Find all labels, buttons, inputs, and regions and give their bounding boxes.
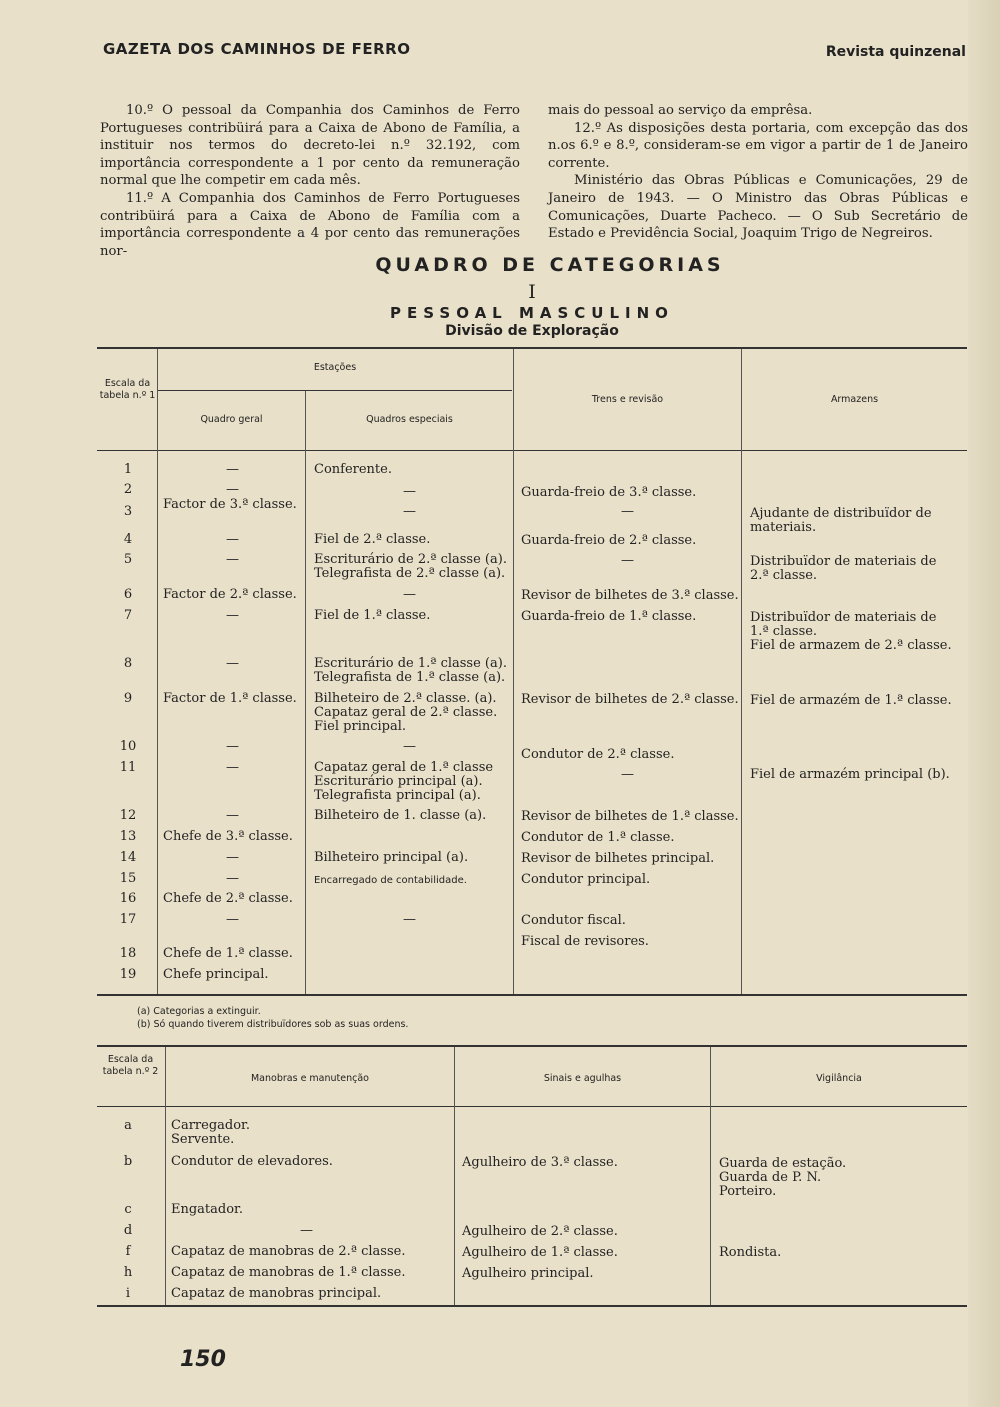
table-title: QUADRO DE CATEGORIAS [375, 254, 725, 276]
quadro-geral-cell: — [226, 656, 239, 671]
table1-top-rule [97, 347, 967, 349]
sinais-cell: Agulheiro de 2.ª classe. [462, 1224, 618, 1239]
scale-letter: d [123, 1223, 133, 1238]
quadro-geral-cell: Chefe principal. [163, 967, 269, 982]
scale-number: 19 [119, 967, 137, 982]
scale-number: 17 [119, 912, 137, 927]
quadro-geral-cell: Factor de 2.ª classe. [163, 587, 297, 602]
manobras-cell: — [300, 1223, 313, 1238]
scale-number: 6 [123, 587, 133, 602]
division-title: Divisão de Exploração [445, 323, 619, 339]
page-number: 150 [180, 1347, 226, 1372]
quadro-geral-cell: Chefe de 3.ª classe. [163, 829, 293, 844]
quadros-especiais-cell: Fiel de 1.ª classe. [314, 608, 431, 623]
vigilancia-header: Vigilância [816, 1073, 862, 1084]
quadro-geral-cell: Factor de 3.ª classe. [163, 497, 297, 512]
scale-number: 11 [119, 760, 137, 775]
trens-cell: Condutor de 2.ª classe. [521, 747, 675, 762]
quadro-geral-cell: — [226, 760, 239, 775]
table2-col-divider [454, 1047, 455, 1305]
quadros-especiais-cell: Bilheteiro principal (a). [314, 850, 469, 865]
quadros-especiais-cell: Bilheteiro de 2.ª classe. (a). Capataz geral de 2.ª classe. Fiel principal. [314, 691, 498, 734]
trens-cell: — [621, 553, 634, 568]
table-number: I [528, 281, 536, 303]
scale-number: 10 [119, 739, 137, 754]
manobras-cell: Capataz de manobras de 2.ª classe. [171, 1244, 406, 1259]
scale-number: 2 [123, 482, 133, 497]
quadros-especiais-cell: — [403, 587, 416, 602]
scale-number: 12 [119, 808, 137, 823]
quadro-geral-cell: — [226, 808, 239, 823]
quadros-especiais-cell: Capataz geral de 1.ª classe Escriturário principal (a). Telegrafista principal (a). [314, 760, 494, 803]
table2-col-divider [710, 1047, 711, 1305]
paragraph: mais do pessoal ao serviço da emprêsa. [548, 103, 813, 118]
armazens-header: Armazens [830, 394, 879, 405]
scale-letter: a [124, 1118, 132, 1133]
quadros-especiais-cell: Encarregado de contabilidade. [314, 875, 467, 886]
table1-col-divider [305, 391, 306, 994]
manobras-cell: Capataz de manobras de 1.ª classe. [171, 1265, 406, 1280]
trens-header: Trens e revisão [591, 394, 664, 405]
quadro-geral-cell: — [226, 482, 239, 497]
table2-bottom-rule [97, 1305, 967, 1307]
running-head-title: GAZETA DOS CAMINHOS DE FERRO [103, 40, 411, 58]
footnote: (b) Só quando tiverem distribuïdores sob as suas ordens. [137, 1019, 409, 1030]
quadro-geral-cell: — [226, 850, 239, 865]
quadros-especiais-header: Quadros especiais [366, 414, 453, 425]
quadros-especiais-cell: — [403, 739, 416, 754]
vigilancia-cell: Rondista. [719, 1245, 782, 1260]
quadro-geral-cell: — [226, 739, 239, 754]
quadros-especiais-cell: Bilheteiro de 1. classe (a). [314, 808, 487, 823]
quadros-especiais-cell: — [403, 484, 416, 499]
scale-number: 9 [123, 691, 133, 706]
scale-letter: i [125, 1286, 131, 1301]
armazens-cell: Distribuïdor de materiais de 2.ª classe. [750, 554, 937, 583]
armazens-cell: Distribuïdor de materiais de 1.ª classe. Fiel de armazem de 2.ª classe. [750, 610, 952, 653]
scale-number: 18 [119, 946, 137, 961]
estacoes-header: Estações [313, 362, 357, 373]
quadros-especiais-cell: — [403, 912, 416, 927]
running-head-subtitle: Revista quinzenal [825, 44, 966, 60]
paragraph: 11.º A Companhia dos Caminhos de Ferro Portugueses contribüirá para a Caixa de Abono de Família com a importância correspondente a 4 por cento das remunerações nor- [100, 190, 520, 259]
scale-letter: f [125, 1244, 131, 1259]
quadro-geral-cell: — [226, 462, 239, 477]
paragraph: 10.º O pessoal da Companhia dos Caminhos de Ferro Portugueses contribüirá para a Caixa de Abono de Família, a instituir nos termos do decreto-lei n.º 32.192, com importância correspondente a 1 por cento da remuneração normal que lhe competir em cada mês. [100, 103, 520, 189]
page-edge [968, 0, 1000, 1407]
paragraph: 12.º As disposições desta portaria, com excepção das dos n.os 6.º e 8.º, consideram-se em vigor a partir de 1 de Janeiro corrente. [548, 120, 968, 171]
scale-number: 3 [123, 504, 133, 519]
manobras-cell: Engatador. [171, 1202, 243, 1217]
scale-number: 5 [123, 552, 133, 567]
table1-col-divider [741, 349, 742, 994]
sinais-header: Sinais e agulhas [543, 1073, 622, 1084]
scale-letter: c [124, 1202, 132, 1217]
scale-letter: h [123, 1265, 133, 1280]
quadro-geral-cell: — [226, 871, 239, 886]
trens-cell: Guarda-freio de 2.ª classe. [521, 533, 697, 548]
table1-estacoes-rule [158, 390, 512, 391]
manobras-cell: Capataz de manobras principal. [171, 1286, 382, 1301]
scale-number: 13 [119, 829, 137, 844]
sinais-cell: Agulheiro de 3.ª classe. [462, 1155, 618, 1170]
quadro-geral-cell: Chefe de 1.ª classe. [163, 946, 293, 961]
quadros-especiais-cell: Fiel de 2.ª classe. [314, 532, 431, 547]
manobras-cell: Condutor de elevadores. [171, 1154, 333, 1169]
quadro-geral-cell: Chefe de 2.ª classe. [163, 891, 293, 906]
quadro-geral-header: Quadro geral [200, 414, 263, 425]
trens-cell: Guarda-freio de 3.ª classe. [521, 485, 697, 500]
trens-cell: — [621, 767, 634, 782]
sinais-cell: Agulheiro de 1.ª classe. [462, 1245, 618, 1260]
table1-header-rule [97, 450, 967, 451]
table1-bottom-rule [97, 994, 967, 996]
table2-header-rule [97, 1106, 967, 1107]
trens-cell: Revisor de bilhetes principal. [521, 851, 715, 866]
escala-header: Escala da tabela n.º 1 [99, 378, 156, 401]
manobras-header: Manobras e manutenção [250, 1073, 369, 1084]
quadros-especiais-cell: Escriturário de 1.ª classe (a). Telegrafista de 1.ª classe (a). [314, 656, 507, 685]
quadros-especiais-cell: Conferente. [314, 462, 392, 477]
paragraph: Ministério das Obras Públicas e Comunicações, 29 de Janeiro de 1943. — O Ministro das Obras Públicas e Comunicações, Duarte Pacheco. — O Sub Secretário de Estado e Previdência Social, Joaquim Trigo de Negreiros. [548, 173, 968, 242]
trens-cell: Fiscal de revisores. [521, 934, 649, 949]
quadros-especiais-cell: Escriturário de 2.ª classe (a). Telegrafista de 2.ª classe (a). [314, 552, 507, 581]
scale-letter: b [123, 1154, 133, 1169]
trens-cell: Condutor principal. [521, 872, 651, 887]
scale-number: 16 [119, 891, 137, 906]
right-text-column [548, 102, 968, 243]
trens-cell: Revisor de bilhetes de 3.ª classe. [521, 588, 739, 603]
vigilancia-cell: Guarda de estação. Guarda de P. N. Porteiro. [719, 1156, 847, 1199]
quadro-geral-cell: — [226, 532, 239, 547]
armazens-cell: Fiel de armazém principal (b). [750, 767, 950, 782]
armazens-cell: Ajudante de distribuïdor de materiais. [750, 506, 932, 535]
scale-number: 1 [123, 462, 133, 477]
left-text-column [100, 102, 520, 260]
trens-cell: — [621, 504, 634, 519]
sinais-cell: Agulheiro principal. [462, 1266, 594, 1281]
trens-cell: Revisor de bilhetes de 1.ª classe. [521, 809, 739, 824]
table2-col-divider [165, 1047, 166, 1305]
table2-top-rule [97, 1045, 967, 1047]
trens-cell: Condutor de 1.ª classe. [521, 830, 675, 845]
scale-number: 14 [119, 850, 137, 865]
scale-number: 7 [123, 608, 133, 623]
table-subtitle: PESSOAL MASCULINO [390, 304, 674, 322]
escala2-header: Escala da tabela n.º 2 [102, 1054, 159, 1077]
footnote: (a) Categorias a extinguir. [137, 1006, 261, 1017]
quadro-geral-cell: — [226, 608, 239, 623]
trens-cell: Guarda-freio de 1.ª classe. [521, 609, 697, 624]
trens-cell: Revisor de bilhetes de 2.ª classe. [521, 692, 739, 707]
scale-number: 8 [123, 656, 133, 671]
quadro-geral-cell: — [226, 552, 239, 567]
quadro-geral-cell: — [226, 912, 239, 927]
quadro-geral-cell: Factor de 1.ª classe. [163, 691, 297, 706]
trens-cell: Condutor fiscal. [521, 913, 626, 928]
manobras-cell: Carregador. Servente. [171, 1118, 250, 1147]
table1-col-divider [513, 349, 514, 994]
armazens-cell: Fiel de armazém de 1.ª classe. [750, 693, 952, 708]
scale-number: 15 [119, 871, 137, 886]
scale-number: 4 [123, 532, 133, 547]
quadros-especiais-cell: — [403, 504, 416, 519]
